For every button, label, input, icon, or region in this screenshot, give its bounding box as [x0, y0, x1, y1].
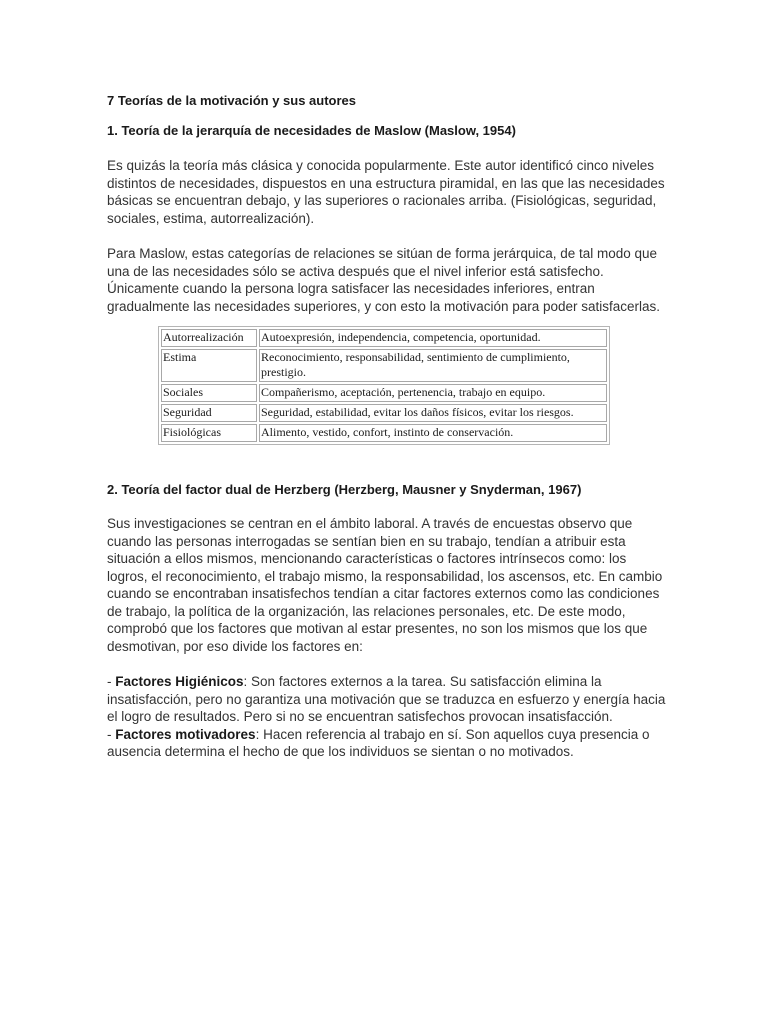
herzberg-paragraph-1: Sus investigaciones se centran en el ámbito laboral. A través de encuestas observo que cuando las personas interrogadas se sentían bien en su trabajo, tendían a atribuir esta situación a ellos mismos, mencionando características o factores intrínsecos como: los logros, el reconocimiento, el trabajo mismo, la responsabilidad, los ascensos, etc. En cambio cuando se encontraban insatisfechos tendían a citar factores externos como las condiciones de trabajo, la política de la organización, las relaciones personales, etc. De este modo, comprobó que los factores que motivan al estar presentes, no son los mismos que los que desmotivan, por eso divide los factores en:	[107, 516, 663, 654]
section-heading-maslow: 1. Teoría de la jerarquía de necesidades de Maslow (Maslow, 1954)	[107, 123, 516, 138]
section-heading-herzberg: 2. Teoría del factor dual de Herzberg (Herzberg, Mausner y Snyderman, 1967)	[107, 482, 582, 497]
table-cell-description: Autoexpresión, independencia, competencia, oportunidad.	[259, 329, 607, 347]
document-page	[107, 90, 667, 761]
factor-text-hygiene: : Son factores externos a la tarea. Su satisfacción elimina la insatisfacción, pero no garantiza una motivación que se traduzca en esfuerzo y energía hacia el logro de resultados. Pero si no se encuentran satisfechos provocan insatisfacción.	[107, 674, 666, 724]
needs-table-container	[158, 326, 610, 445]
table-cell-category: Estima	[161, 349, 257, 382]
table-cell-description: Alimento, vestido, confort, instinto de conservación.	[259, 424, 607, 442]
document-title: 7 Teorías de la motivación y sus autores	[107, 93, 357, 108]
table-cell-category: Fisiológicas	[161, 424, 257, 442]
table-cell-description: Seguridad, estabilidad, evitar los daños físicos, evitar los riesgos.	[259, 404, 607, 422]
table-row	[161, 349, 607, 382]
factors-list	[107, 673, 667, 761]
table-cell-category: Autorrealización	[161, 329, 257, 347]
factor-prefix: -	[107, 726, 116, 742]
table-cell-description: Compañerismo, aceptación, pertenencia, trabajo en equipo.	[259, 384, 607, 402]
table-row	[161, 404, 607, 422]
table-cell-category: Sociales	[161, 384, 257, 402]
factor-title-motivators: Factores motivadores	[115, 726, 256, 742]
table-row	[161, 329, 607, 347]
table-row	[161, 384, 607, 402]
factor-title-hygiene: Factores Higiénicos	[115, 674, 244, 689]
factor-text-motivators: : Hacen referencia al trabajo en sí. Son aquellos cuya presencia o ausencia determina el hecho de que los individuos se sientan o no motivados.	[107, 726, 650, 759]
factor-prefix: -	[107, 674, 116, 689]
table-cell-category: Seguridad	[161, 404, 257, 422]
table-row	[161, 424, 607, 442]
maslow-paragraph-1: Es quizás la teoría más clásica y conocida popularmente. Este autor identificó cinco niveles distintos de necesidades, dispuestos en una estructura piramidal, en las que las necesidades básicas se encuentran debajo, y las superiores o racionales arriba. (Fisiológicas, seguridad, sociales, estima, autorrealización).	[107, 158, 665, 226]
table-cell-description: Reconocimiento, responsabilidad, sentimiento de cumplimiento, prestigio.	[259, 349, 607, 382]
maslow-paragraph-2: Para Maslow, estas categorías de relaciones se sitúan de forma jerárquica, de tal modo que una de las necesidades sólo se activa después que el nivel inferior está satisfecho. Únicamente cuando la persona logra satisfacer las necesidades inferiores, entran gradualmente las necesidades superiores, y con esto la motivación para poder satisfacerlas.	[107, 246, 661, 314]
needs-hierarchy-table	[158, 326, 610, 445]
